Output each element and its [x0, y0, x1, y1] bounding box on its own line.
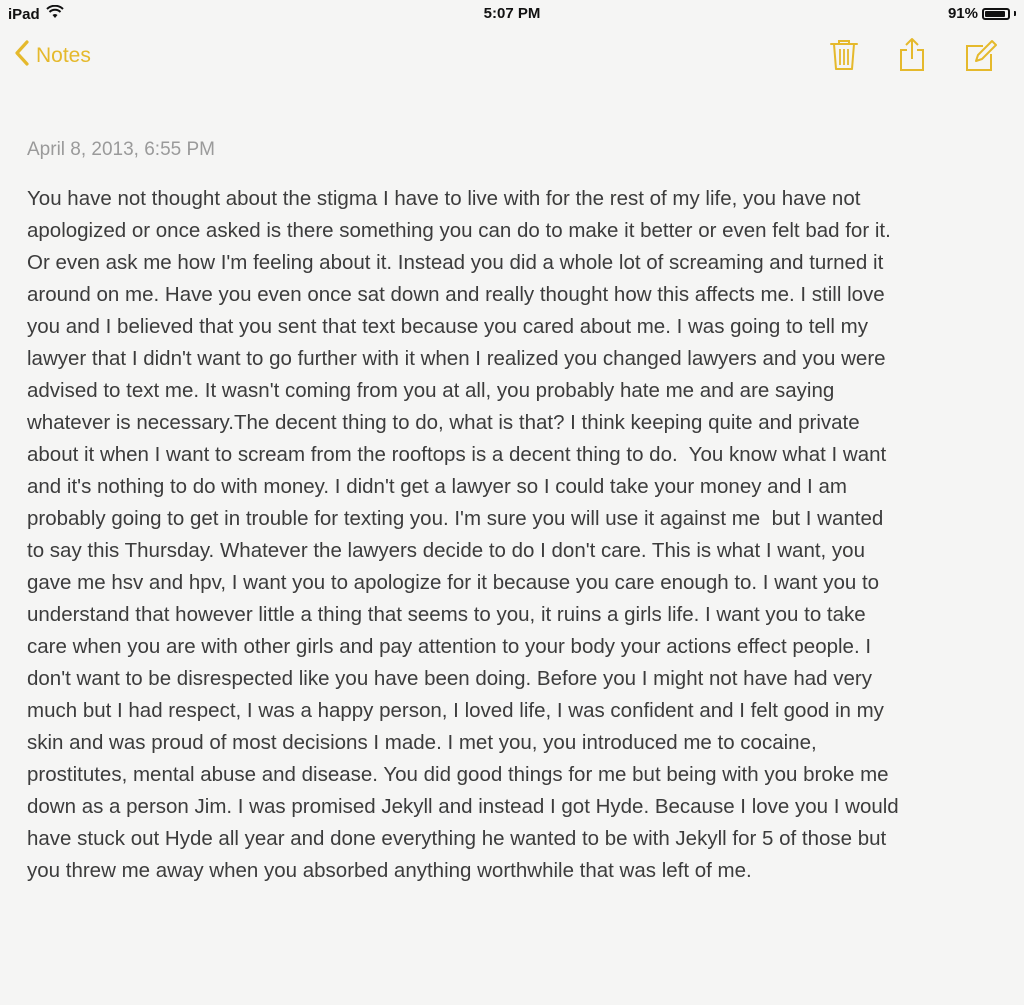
battery-fill [985, 11, 1005, 17]
back-label: Notes [36, 44, 91, 67]
trash-button[interactable] [827, 36, 861, 72]
note-body[interactable] [27, 183, 1002, 887]
note-line: lawyer that I didn't want to go further with it when I realized you changed lawyers and you were [27, 347, 886, 370]
note-line: care when you are with other girls and pay attention to your body your actions effect people. I [27, 635, 872, 658]
trash-icon [827, 59, 861, 76]
nav-bar [0, 30, 1024, 82]
note-line: you and I believed that you sent that text because you cared about me. I was going to tell my [27, 315, 869, 338]
note-line: you threw me away when you absorbed anything worthwhile that was left of me. [27, 859, 752, 882]
note-line: have stuck out Hyde all year and done everything he wanted to be with Jekyll for 5 of those but [27, 827, 887, 850]
note-line: around on me. Have you even once sat down and really thought how this affects me. I still love [27, 283, 885, 306]
note-line: gave me hsv and hpv, I want you to apologize for it because you care enough to. I want you to [27, 571, 880, 594]
battery-tip [1014, 11, 1016, 16]
battery-icon [982, 8, 1010, 20]
share-icon [895, 59, 929, 76]
note-line: You have not thought about the stigma I have to live with for the rest of my life, you have not [27, 187, 861, 210]
note-line: probably going to get in trouble for texting you. I'm sure you will use it against me but I wanted [27, 507, 884, 530]
note-line: and it's nothing to do with money. I didn't get a lawyer so I could take your money and I am [27, 475, 847, 498]
compose-icon [963, 59, 997, 76]
note-line: understand that however little a thing that seems to you, it ruins a girls life. I want you to take [27, 603, 866, 626]
note-line: much but I had respect, I was a happy person, I loved life, I was confident and I felt good in my [27, 699, 884, 722]
note-line: skin and was proud of most decisions I made. I met you, you introduced me to cocaine, [27, 731, 817, 754]
note-line: about it when I want to scream from the rooftops is a decent thing to do. You know what I want [27, 443, 887, 466]
compose-button[interactable] [963, 36, 997, 72]
share-button[interactable] [895, 36, 929, 72]
status-time: 5:07 PM [483, 5, 541, 22]
battery-percent: 91% [947, 5, 978, 22]
note-line: don't want to be disrespected like you have been doing. Before you I might not have had very [27, 667, 872, 690]
device-name: iPad [8, 5, 40, 23]
status-bar [0, 0, 1024, 28]
note-date: April 8, 2013, 6:55 PM [27, 139, 215, 160]
note-line: advised to text me. It wasn't coming from you at all, you probably hate me and are saying [27, 379, 835, 402]
note-line: Or even ask me how I'm feeling about it. Instead you did a whole lot of screaming and turned it [27, 251, 884, 274]
status-right [948, 5, 1016, 22]
chevron-left-icon [14, 40, 30, 72]
note-line: apologized or once asked is there something you can do to make it better or even felt bad for it. [27, 219, 891, 242]
note-line: prostitutes, mental abuse and disease. You did good things for me but being with you broke me [27, 763, 889, 786]
note-line: to say this Thursday. Whatever the lawyers decide to do I don't care. This is what I want, you [27, 539, 865, 562]
note-line: down as a person Jim. I was promised Jekyll and instead I got Hyde. Because I love you I would [27, 795, 899, 818]
note-line: whatever is necessary.The decent thing to do, what is that? I think keeping quite and private [27, 411, 860, 434]
back-button[interactable] [14, 40, 91, 72]
